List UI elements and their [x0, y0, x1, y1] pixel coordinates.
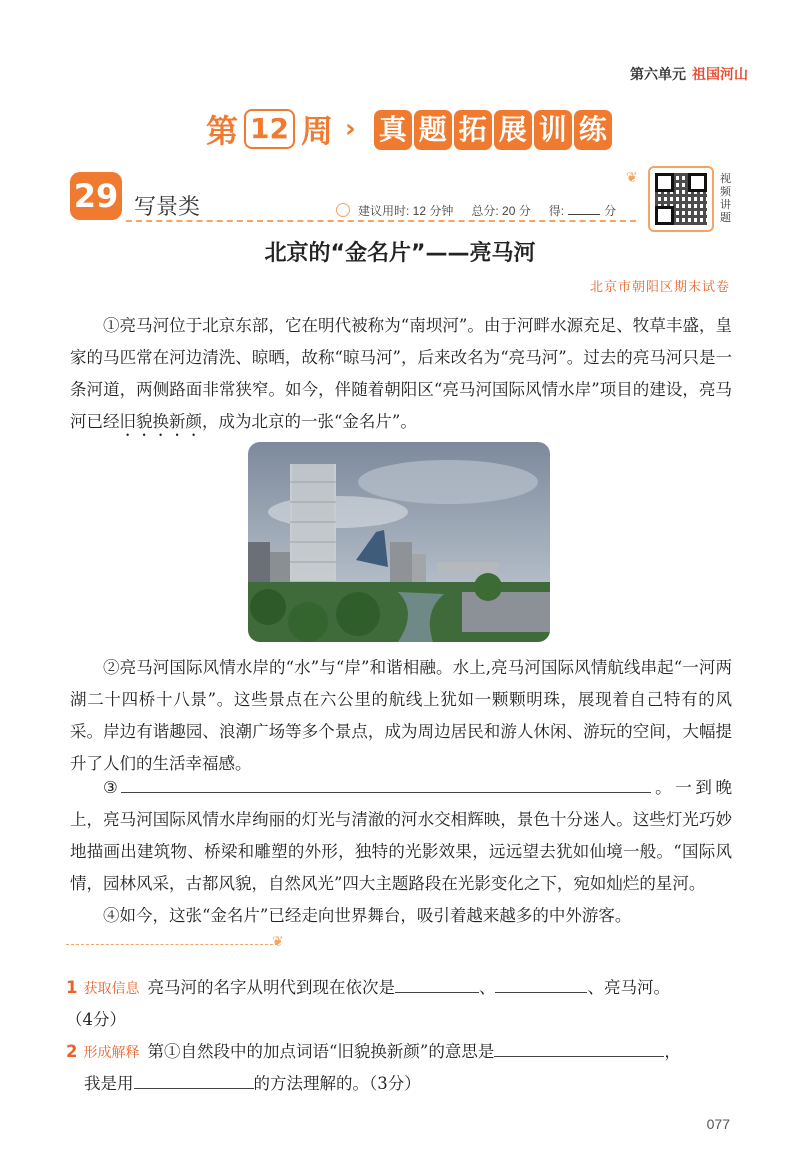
- dotted-phrase: 旧貌换新颜: [119, 412, 202, 431]
- week-banner: [206, 106, 614, 152]
- paragraph-3: [70, 772, 732, 900]
- week-prefix: 第: [206, 112, 239, 150]
- question-text: 我是用: [84, 1074, 134, 1093]
- article-title: 北京的“金名片”——亮马河: [264, 241, 536, 266]
- banner-chip: 真: [374, 110, 412, 150]
- time-meta: [336, 201, 453, 219]
- score-label: 总分: 20 分: [471, 203, 531, 218]
- article-source: 北京市朝阳区期末试卷: [589, 279, 730, 294]
- video-label: 视频讲题: [720, 172, 731, 224]
- question-1: [66, 972, 746, 1036]
- chevron-right-icon: ›: [345, 114, 356, 144]
- qr-finder: [655, 206, 674, 225]
- answer-blank-p3[interactable]: [121, 774, 651, 793]
- question-text: 第①自然段中的加点词语“旧貌换新颜”的意思是: [147, 1042, 495, 1061]
- section-number: 29: [70, 172, 122, 220]
- question-text: 亮马河的名字从明代到现在依次是: [147, 978, 395, 997]
- got-unit: 分: [604, 203, 617, 218]
- question-2: [66, 1036, 746, 1100]
- qr-code-icon[interactable]: [648, 166, 714, 232]
- question-tag: 获取信息: [83, 980, 140, 996]
- paragraph-2: ②亮马河国际风情水岸的“水”与“岸”和谐相融。水上,亮马河国际风情航线串起“一河两湖二十四桥十八景”。这些景点在六公里的航线上犹如一颗颗明珠，展现着自己特有的风采。岸边有谐趣园、浪潮广场等多个景点，成为周边居民和游人休闲、游玩的空间，大幅提升了人们的生活幸福感。: [70, 658, 732, 773]
- qr-finder: [688, 173, 707, 192]
- section-type: 写景类: [134, 195, 201, 220]
- got-label: 得:: [548, 203, 565, 218]
- answer-blank-2b[interactable]: [134, 1070, 254, 1089]
- question-number: 2: [66, 1042, 78, 1061]
- banner-chip: 拓: [454, 110, 492, 150]
- week-suffix: 周: [300, 112, 333, 150]
- page-number: 077: [706, 1116, 730, 1132]
- answer-blank-1b[interactable]: [495, 974, 587, 993]
- answer-blank-2a[interactable]: [494, 1038, 664, 1057]
- banner-chip: 展: [494, 110, 532, 150]
- unit-label: 第六单元: [630, 66, 686, 82]
- banner-chip: 训: [534, 110, 572, 150]
- p3-text: 。一到晚上，亮马河国际风情水岸绚丽的灯光与清澈的河水交相辉映，景色十分迷人。这些灯光巧妙地描画出建筑物、桥梁和雕塑的外形，独特的光影效果，远远望去犹如仙境一般。“国际风情，园林风采，古都风貌，自然风光”四大主题路段在光影变化之下，宛如灿烂的星河。: [70, 778, 732, 893]
- answer-blank-1a[interactable]: [395, 974, 479, 993]
- paragraph-4: ④如今，这张“金名片”已经走向世界舞台，吸引着越来越多的中外游客。: [103, 906, 632, 925]
- banner-chips: [374, 109, 614, 150]
- question-points: （4分）: [66, 1010, 126, 1029]
- week-number: 12: [244, 109, 295, 149]
- question-tag: 形成解释: [83, 1044, 140, 1060]
- p1-text-b: ，成为北京的一张“金名片”。: [202, 412, 417, 431]
- section-divider: [126, 220, 636, 222]
- unit-header: [630, 64, 748, 84]
- question-text: 、亮马河。: [587, 978, 670, 997]
- question-text: 、: [478, 978, 496, 997]
- river-photo: [248, 442, 550, 642]
- clock-icon: [336, 203, 350, 217]
- river-photo-svg: [248, 442, 550, 642]
- banner-chip: 题: [414, 110, 452, 150]
- section-meta: [336, 201, 616, 219]
- question-text: ，: [664, 1042, 681, 1061]
- banner-chip: 练: [574, 110, 612, 150]
- score-blank[interactable]: [568, 202, 600, 215]
- p3-number: ③: [103, 778, 122, 797]
- time-label: 建议用时: 12 分钟: [358, 204, 454, 218]
- qr-finder: [655, 173, 674, 192]
- leaf-icon: ❦: [626, 170, 638, 186]
- questions-divider: [66, 944, 278, 945]
- paragraph-1: [70, 310, 732, 440]
- question-number: 1: [66, 978, 78, 997]
- got-meta: [549, 202, 616, 219]
- leaf-icon: ❦: [272, 934, 284, 950]
- unit-topic: 祖国河山: [692, 66, 748, 82]
- question-text: 的方法理解的。（3分）: [253, 1074, 421, 1093]
- p1-text-a: ①亮马河位于北京东部，它在明代被称为“南坝河”。由于河畔水源充足、牧草丰盛，皇家的马匹常在河边清洗、晾晒，故称“晾马河”，后来改名为“亮马河”。过去的亮马河只是一条河道，两侧路面非常狭窄。如今，伴随着朝阳区“亮马河国际风情水岸”项目的建设，亮马河已经: [70, 316, 732, 431]
